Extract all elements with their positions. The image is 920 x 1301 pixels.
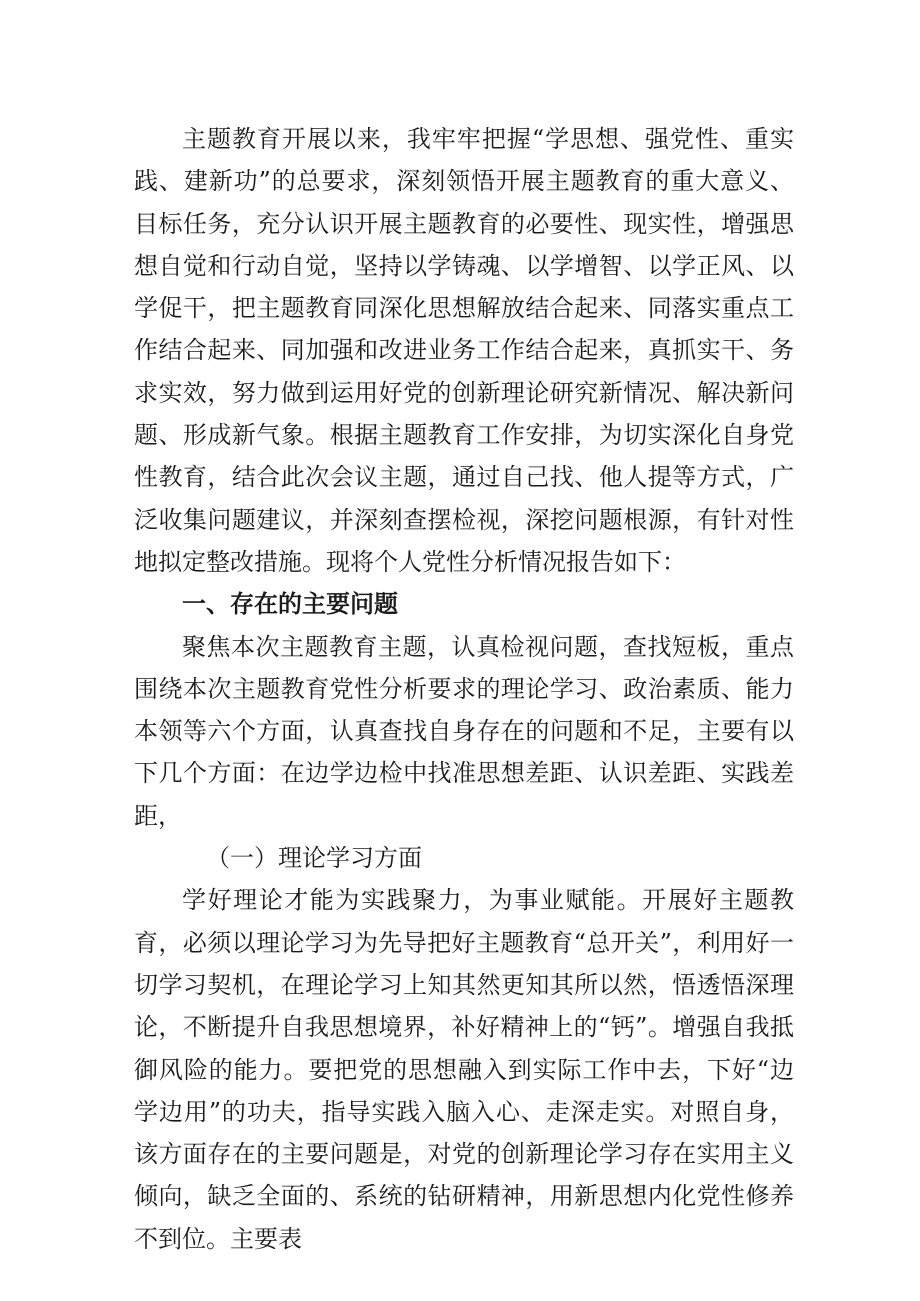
subsection-paragraph: 学好理论才能为实践聚力，为事业赋能。开展好主题教育，必须以理论学习为先导把好主题教育“总开关”，利用好一切学习契机，在理论学习上知其然更知其所以然，悟透悟深理论，不断提升自我思想境界，补好精神上的“钙”。增强自我抵御风险的能力。要把党的思想融入到实际工作中去，下好“边学边用”的功夫，指导实践入脑入心、走深走实。对照自身，该方面存在的主要问题是，对党的创新理论学习存在实用主义倾向，缺乏全面的、系统的钻研精神，用新思想内化党性修养不到位。主要表	[134, 886, 794, 1253]
subsection-heading: （一）理论学习方面	[206, 844, 422, 873]
document-body	[134, 118, 794, 1260]
section-paragraph: 聚焦本次主题教育主题，认真检视问题，查找短板，重点围绕本次主题教育党性分析要求的理论学习、政治素质、能力本领等六个方面，认真查找自身存在的问题和不足，主要有以下几个方面：在边学边检中找准思想差距、认识差距、实践差距，	[134, 632, 794, 830]
section-heading: 一、存在的主要问题	[182, 590, 398, 619]
intro-paragraph: 主题教育开展以来，我牢牢把握“学思想、强党性、重实践、建新功”的总要求，深刻领悟开展主题教育的重大意义、目标任务，充分认识开展主题教育的必要性、现实性，增强思想自觉和行动自觉，坚持以学铸魂、以学增智、以学正风、以学促干，把主题教育同深化思想解放结合起来、同落实重点工作结合起来、同加强和改进业务工作结合起来，真抓实干、务求实效，努力做到运用好党的创新理论研究新情况、解决新问题、形成新气象。根据主题教育工作安排，为切实深化自身党性教育，结合此次会议主题，通过自己找、他人提等方式，广泛收集问题建议，并深刻查摆检视，深挖问题根源，有针对性地拟定整改措施。现将个人党性分析情况报告如下：	[134, 125, 794, 576]
